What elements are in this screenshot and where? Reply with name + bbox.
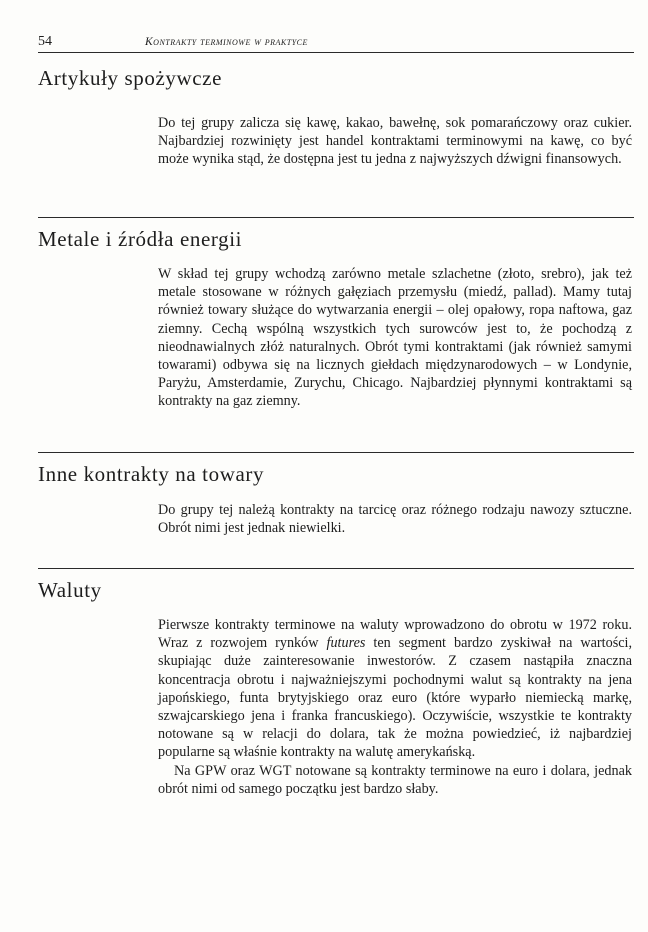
section-divider [38,217,634,218]
section-body [158,265,632,411]
paragraph-text: ten segment bardzo zyskiwał na wartości, skupiając duże zainteresowanie inwestorów. Z czasem nastąpiła znaczna koncentracja obrotu i najważniejszymi pochodnymi walut są kontrakty na jena japońskiego, funta brytyjskiego oraz euro (które wyparło niemiecką markę, szwajcarskiego jena i franka francuskiego). Oczywiście, wszystkie te kontrakty notowane są w relacji do dolara, tak że można powiedzieć, iż najbardziej popularne są właśnie kontrakty na walutę amerykańską. [158,635,632,761]
section-body [158,114,632,169]
page-number: 54 [38,34,52,49]
section-body [158,616,632,798]
running-head [38,34,634,53]
paragraph: Na GPW oraz WGT notowane są kontrakty terminowe na euro i dolara, jednak obrót nimi od samego początku jest bardzo słaby. [158,762,632,797]
section-heading: Inne kontrakty na towary [38,462,265,486]
section-divider [38,452,634,453]
section-divider [38,568,634,569]
paragraph: Do grupy tej należą kontrakty na tarcicę oraz różnego rodzaju nawozy sztuczne. Obrót nimi jest jednak niewielki. [158,502,632,537]
italic-term: futures [326,635,366,652]
section-heading: Waluty [38,578,102,602]
paragraph: Do tej grupy zalicza się kawę, kakao, bawełnę, sok pomarańczowy oraz cukier. Najbardziej rozwinięty jest handel kontraktami terminowymi na kawę, co być może wynika stąd, że dostępna jest tu jedna z najwyższych dźwigni finansowych. [158,115,632,168]
paragraph [158,616,632,762]
running-title: Kontrakty terminowe w praktyce [145,36,308,48]
section-heading: Metale i źródła energii [38,227,243,251]
section-heading: Artykuły spożywcze [38,66,222,90]
section-body [158,501,632,537]
paragraph-text: Pierwsze kontrakty terminowe na waluty wprowadzono do obrotu w 1972 roku. Wraz z rozwojem rynków [158,617,632,652]
paragraph: W skład tej grupy wchodzą zarówno metale szlachetne (złoto, srebro), jak też metale stosowane w różnych gałęziach przemysłu (miedź, pallad). Mamy tutaj również towary służące do wytwarzania energii – olej opałowy, ropa naftowa, gaz ziemny. Cechą wspólną wszystkich tych surowców jest to, że pochodzą z nieodnawialnych złóż naturalnych. Obrót tymi kontraktami (jak również samymi towarami) odbywa się na licznych giełdach międzynarodowych – w Londynie, Paryżu, Amsterdamie, Zurychu, Chicago. Najbardziej płynnymi kontraktami są kontrakty na gaz ziemny. [158,266,632,410]
